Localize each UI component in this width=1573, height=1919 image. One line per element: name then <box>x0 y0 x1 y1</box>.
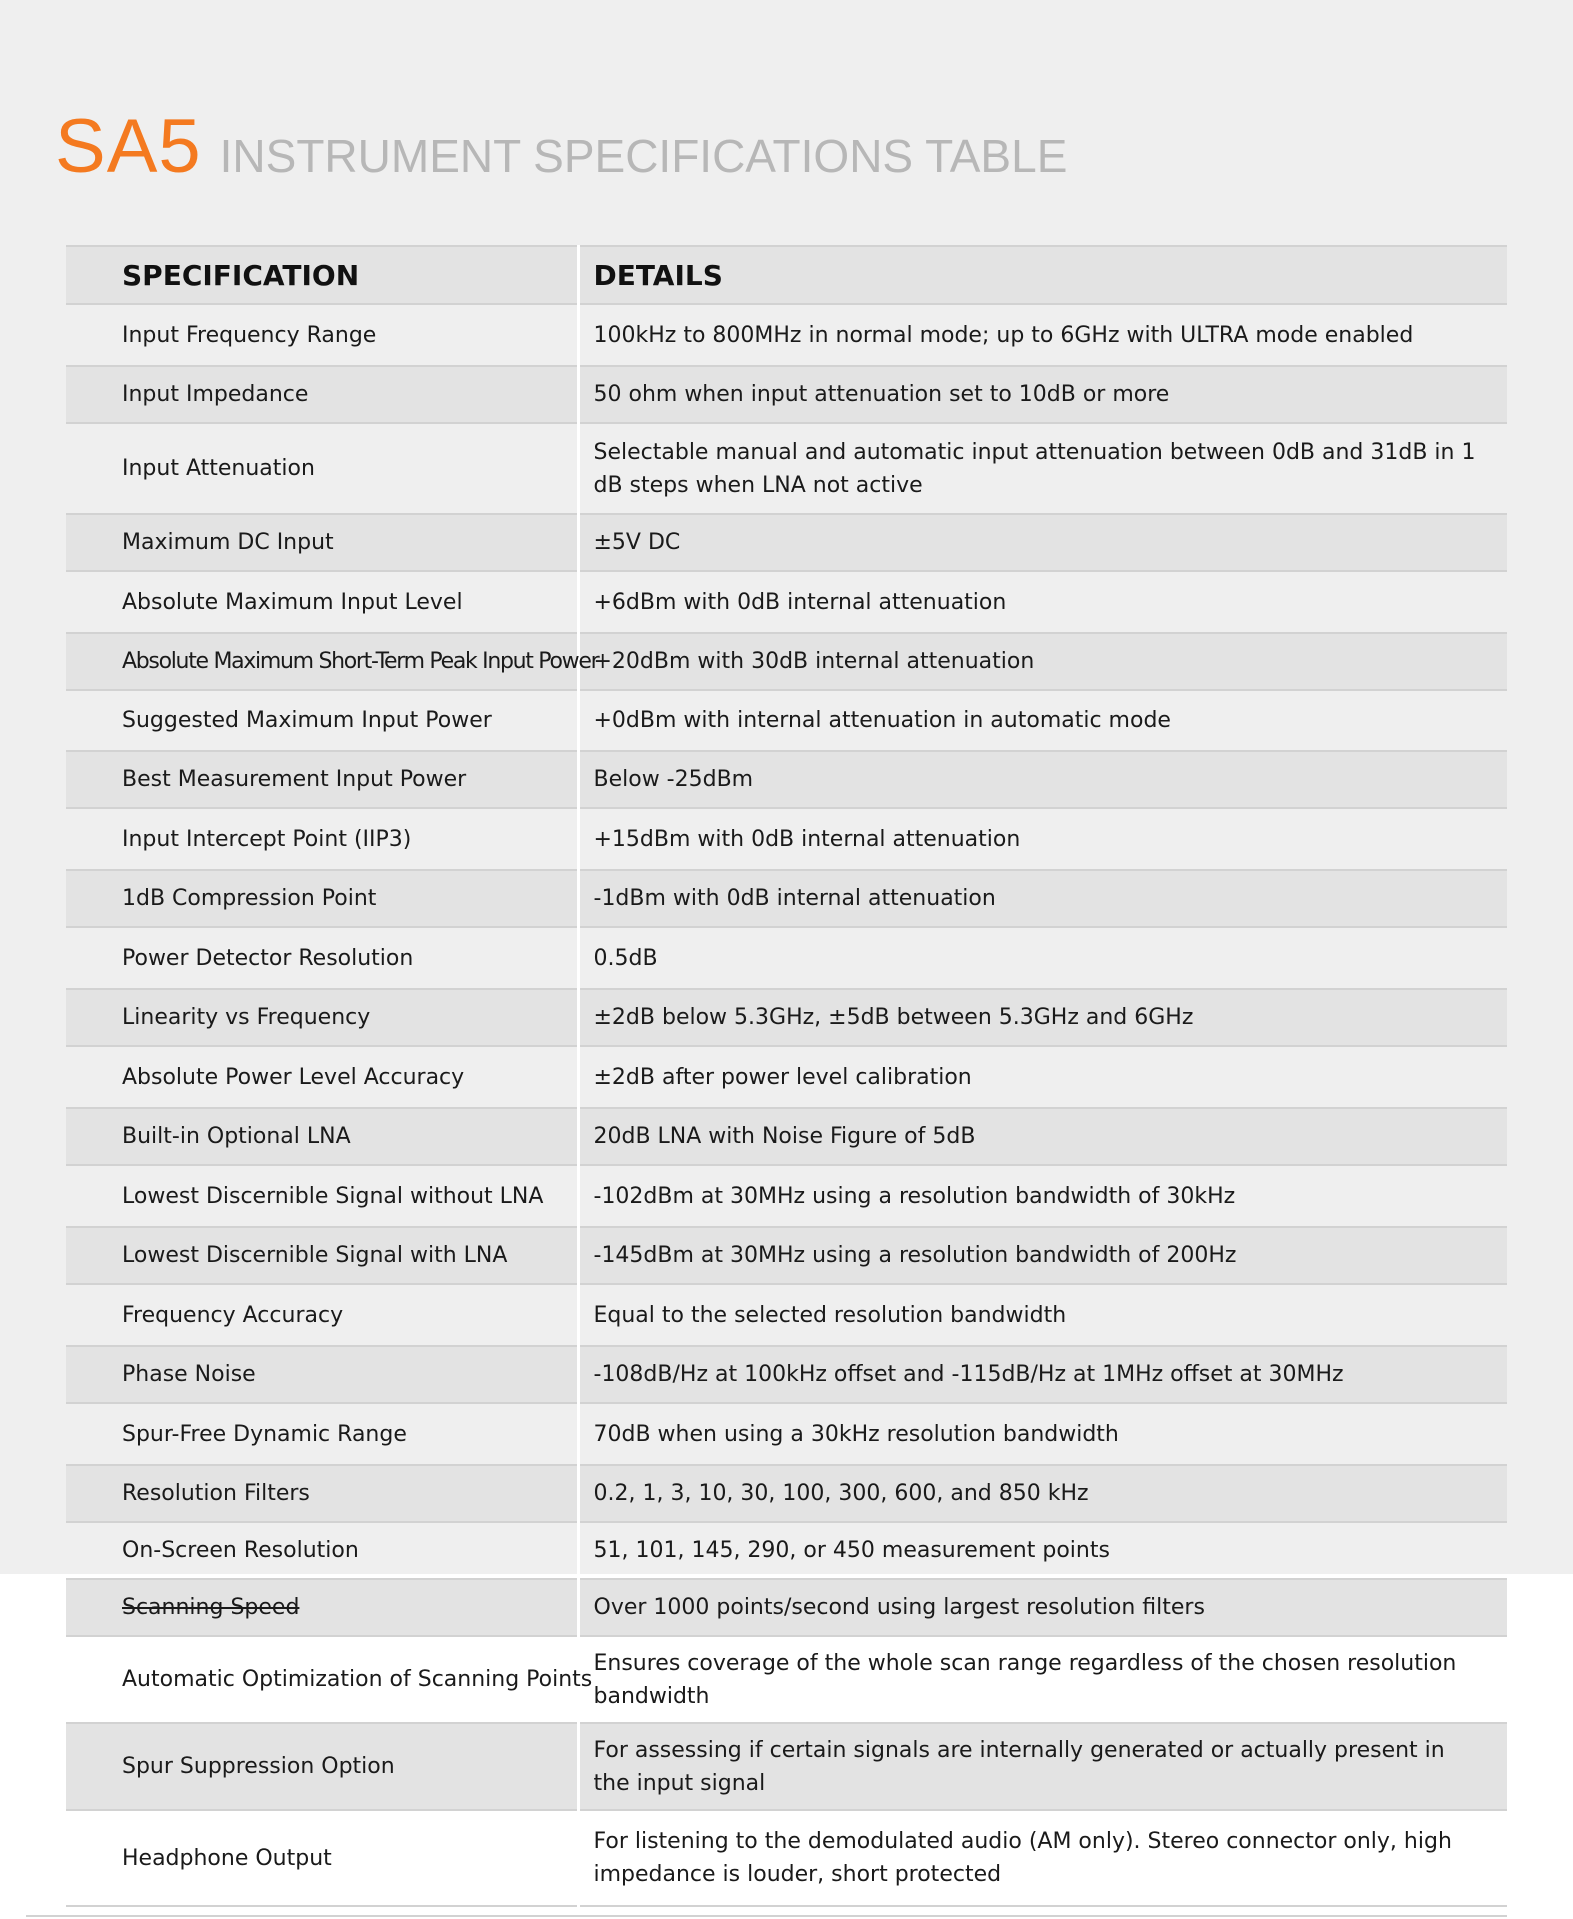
table-row <box>66 1723 1507 1810</box>
spec-name: Absolute Power Level Accuracy <box>66 1046 578 1108</box>
spec-details: +20dBm with 30dB internal attenuation <box>578 633 1507 690</box>
table-row <box>66 423 1507 514</box>
spec-name: Phase Noise <box>66 1346 578 1403</box>
spec-name: Lowest Discernible Signal without LNA <box>66 1165 578 1227</box>
bottom-divider <box>26 1915 1507 1917</box>
spec-name: Headphone Output <box>66 1810 578 1906</box>
spec-details: 0.5dB <box>578 927 1507 989</box>
table-row <box>66 1636 1507 1723</box>
spec-details: For listening to the demodulated audio (AM only). Stereo connector only, high impedance is louder, short protected <box>578 1810 1507 1906</box>
table-row <box>66 989 1507 1046</box>
spec-name: Automatic Optimization of Scanning Points <box>66 1636 578 1723</box>
table-row <box>66 808 1507 870</box>
page-title <box>55 103 1067 190</box>
spec-name: Frequency Accuracy <box>66 1284 578 1346</box>
spec-details: 20dB LNA with Noise Figure of 5dB <box>578 1108 1507 1165</box>
table-row <box>66 1108 1507 1165</box>
spec-name: Maximum DC Input <box>66 514 578 571</box>
spec-name: Resolution Filters <box>66 1465 578 1522</box>
table-row <box>66 1227 1507 1284</box>
table-header-row <box>66 246 1507 304</box>
spec-name: Scanning Speed <box>66 1579 578 1636</box>
spec-details: Over 1000 points/second using largest resolution filters <box>578 1579 1507 1636</box>
spec-details: -1dBm with 0dB internal attenuation <box>578 870 1507 927</box>
table-row <box>66 366 1507 423</box>
table-row <box>66 571 1507 633</box>
table-row <box>66 870 1507 927</box>
spec-details: ±2dB below 5.3GHz, ±5dB between 5.3GHz and 6GHz <box>578 989 1507 1046</box>
specifications-table <box>66 245 1507 1907</box>
column-header-specification: SPECIFICATION <box>66 246 578 304</box>
spec-name: Built-in Optional LNA <box>66 1108 578 1165</box>
table-row <box>66 1810 1507 1906</box>
spec-name: On-Screen Resolution <box>66 1522 578 1579</box>
spec-details: +15dBm with 0dB internal attenuation <box>578 808 1507 870</box>
spec-name: 1dB Compression Point <box>66 870 578 927</box>
table-row <box>66 1165 1507 1227</box>
spec-name: Best Measurement Input Power <box>66 751 578 808</box>
table-row <box>66 304 1507 366</box>
spec-details: Ensures coverage of the whole scan range regardless of the chosen resolution bandwidth <box>578 1636 1507 1723</box>
table-row <box>66 690 1507 751</box>
spec-name: Input Impedance <box>66 366 578 423</box>
spec-name: Spur-Free Dynamic Range <box>66 1403 578 1465</box>
spec-details: -108dB/Hz at 100kHz offset and -115dB/Hz at 1MHz offset at 30MHz <box>578 1346 1507 1403</box>
table-row <box>66 751 1507 808</box>
spec-details: +0dBm with internal attenuation in automatic mode <box>578 690 1507 751</box>
table-row <box>66 1284 1507 1346</box>
spec-details: 100kHz to 800MHz in normal mode; up to 6GHz with ULTRA mode enabled <box>578 304 1507 366</box>
table-row <box>66 1465 1507 1522</box>
spec-details: +6dBm with 0dB internal attenuation <box>578 571 1507 633</box>
spec-details: ±2dB after power level calibration <box>578 1046 1507 1108</box>
model-name: SA5 <box>55 104 202 189</box>
table-row <box>66 927 1507 989</box>
spec-name: Absolute Maximum Short-Term Peak Input Power <box>66 633 578 690</box>
table-row <box>66 514 1507 571</box>
spec-name: Spur Suppression Option <box>66 1723 578 1810</box>
spec-details: For assessing if certain signals are internally generated or actually present in the input signal <box>578 1723 1507 1810</box>
spec-name: Linearity vs Frequency <box>66 989 578 1046</box>
table-row <box>66 1046 1507 1108</box>
spec-details: 51, 101, 145, 290, or 450 measurement points <box>578 1522 1507 1579</box>
spec-details: ±5V DC <box>578 514 1507 571</box>
title-text: INSTRUMENT SPECIFICATIONS TABLE <box>219 130 1068 182</box>
table-row <box>66 633 1507 690</box>
spec-details: 70dB when using a 30kHz resolution bandwidth <box>578 1403 1507 1465</box>
spec-details: Selectable manual and automatic input attenuation between 0dB and 31dB in 1 dB steps when LNA not active <box>578 423 1507 514</box>
spec-name: Input Frequency Range <box>66 304 578 366</box>
column-header-details: DETAILS <box>578 246 1507 304</box>
table-row <box>66 1579 1507 1636</box>
spec-name: Power Detector Resolution <box>66 927 578 989</box>
spec-details: Equal to the selected resolution bandwidth <box>578 1284 1507 1346</box>
spec-name: Input Intercept Point (IIP3) <box>66 808 578 870</box>
spec-name: Suggested Maximum Input Power <box>66 690 578 751</box>
table-row <box>66 1346 1507 1403</box>
spec-details: 50 ohm when input attenuation set to 10dB or more <box>578 366 1507 423</box>
table-row <box>66 1522 1507 1579</box>
spec-details: -145dBm at 30MHz using a resolution bandwidth of 200Hz <box>578 1227 1507 1284</box>
spec-details: Below -25dBm <box>578 751 1507 808</box>
spec-details: 0.2, 1, 3, 10, 30, 100, 300, 600, and 850 kHz <box>578 1465 1507 1522</box>
spec-details: -102dBm at 30MHz using a resolution bandwidth of 30kHz <box>578 1165 1507 1227</box>
table-row <box>66 1403 1507 1465</box>
spec-name: Input Attenuation <box>66 423 578 514</box>
spec-name: Absolute Maximum Input Level <box>66 571 578 633</box>
spec-name: Lowest Discernible Signal with LNA <box>66 1227 578 1284</box>
